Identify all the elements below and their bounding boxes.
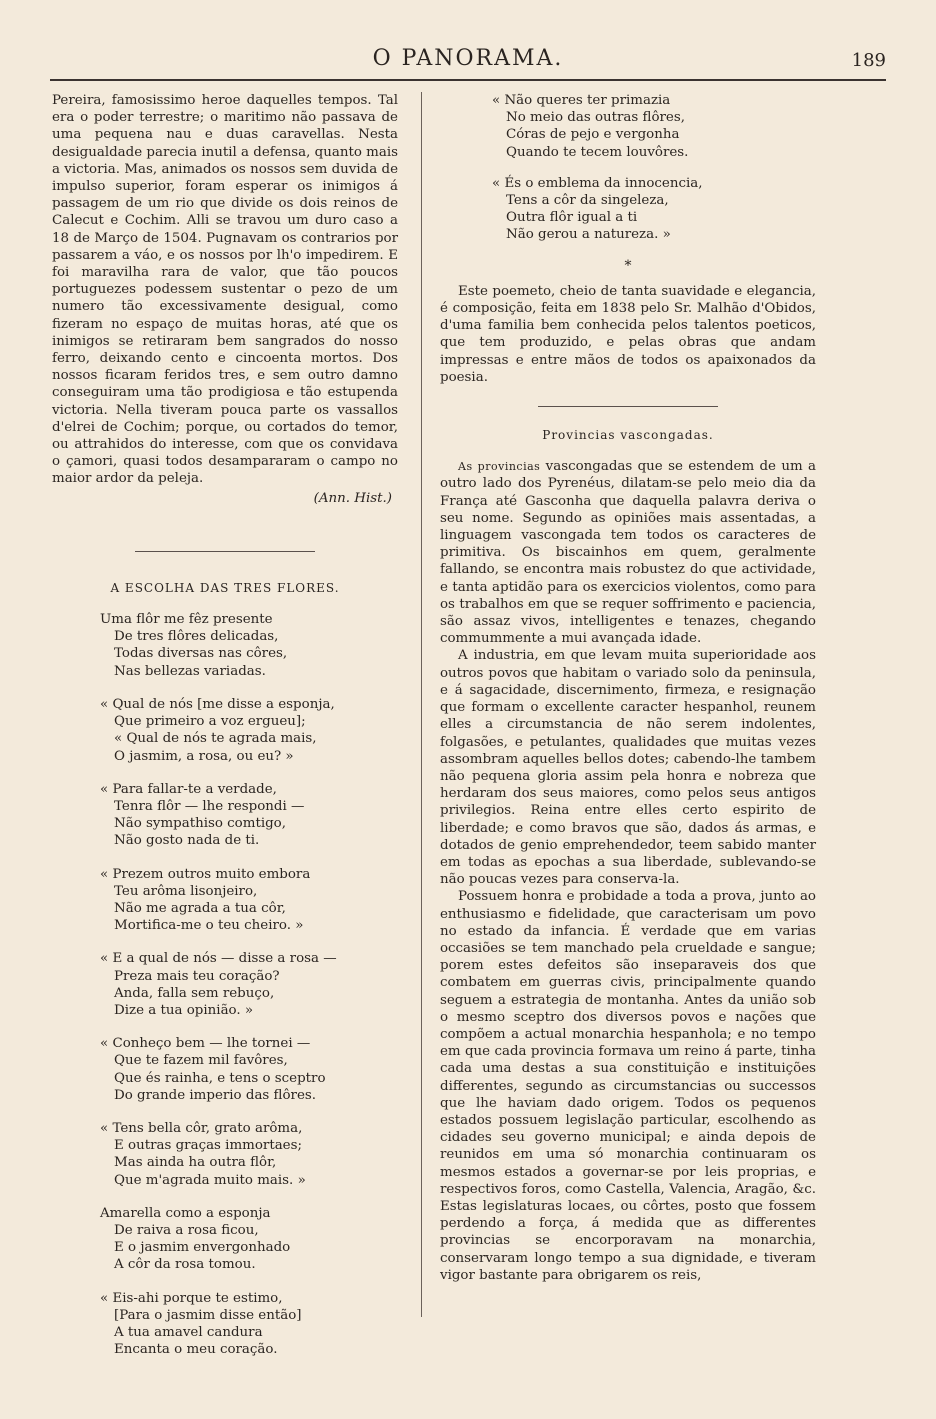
verse-line: Anda, falla sem rebuço, bbox=[114, 985, 275, 1001]
verse-line: « Eis-ahi porque te estimo, bbox=[100, 1290, 283, 1306]
verse-line: Dize a tua opinião. » bbox=[114, 1002, 254, 1018]
stanza bbox=[100, 1120, 398, 1189]
verse-line: Não gosto nada de ti. bbox=[114, 833, 260, 849]
stanza bbox=[100, 1290, 398, 1359]
verse-line: Tenra flôr — lhe respondi — bbox=[114, 798, 305, 814]
verse-line: Outra flôr igual a ti bbox=[506, 210, 638, 226]
verse-line: E outras graças immortaes; bbox=[114, 1138, 302, 1154]
paragraph-1-text: vascongadas que se estendem de um a outro lado dos Pyrenéus, dilatam-se pelo meio dia da França até Gasconha que daquella palavra deriva o seu nome. Segundo as opiniões mais assentadas, a linguagem vascongada tem todos os caracteres de primitiva. Os biscainhos em quem, geralmente fallando, se encontra mais robustez do que actividade, e tanta aptidão para os exercicios violentos, como para os trabalhos em que se requer soffrimento e paciencia, são assaz vivos, intelligentes e tenazes, chegando commummente a mui avançada idade. bbox=[440, 459, 816, 647]
verse-line: « Prezem outros muito embora bbox=[100, 866, 311, 882]
verse-line: « És o emblema da innocencia, bbox=[492, 175, 703, 191]
masthead-title: O PANORAMA. bbox=[372, 46, 564, 71]
verse-line: [Para o jasmim disse então] bbox=[114, 1307, 302, 1323]
verse-line: Encanta o meu coração. bbox=[114, 1342, 278, 1358]
stanza bbox=[100, 866, 398, 935]
page-header bbox=[50, 46, 886, 80]
verse-line: E o jasmim envergonhado bbox=[114, 1240, 291, 1256]
verse-line: Que m'agrada muito mais. » bbox=[114, 1172, 306, 1188]
verse-line: De tres flôres delicadas, bbox=[114, 629, 279, 645]
verse-line: Que primeiro a voz ergueu]; bbox=[114, 714, 306, 730]
header-rule bbox=[50, 79, 886, 81]
verse-line: Tens a côr da singeleza, bbox=[506, 193, 669, 209]
verse-line: Córas de pejo e vergonha bbox=[506, 127, 680, 143]
stanza bbox=[492, 92, 816, 161]
verse-line: Preza mais teu coração? bbox=[114, 968, 280, 984]
verse-line: Quando te tecem louvôres. bbox=[506, 144, 689, 160]
stanza bbox=[100, 950, 398, 1019]
verse-line: « Conheço bem — lhe tornei — bbox=[100, 1036, 311, 1052]
verse-line: Não sympathiso comtigo, bbox=[114, 816, 286, 832]
verse-line: Mortifica-me o teu cheiro. » bbox=[114, 918, 304, 934]
verse-line: A tua amavel candura bbox=[114, 1324, 263, 1340]
verse-line: « Não queres ter primazia bbox=[492, 93, 671, 108]
verse-line: Uma flôr me fêz presente bbox=[100, 612, 273, 628]
verse-line: Amarella como a esponja bbox=[100, 1205, 271, 1221]
lead-words: As provincias bbox=[458, 460, 541, 474]
verse-line: Do grande imperio das flôres. bbox=[114, 1087, 316, 1103]
stanza bbox=[100, 1205, 398, 1274]
poem-stanzas-continued bbox=[440, 92, 816, 244]
poem-title: A ESCOLHA DAS TRES FLORES. bbox=[110, 580, 340, 595]
verse-line: No meio das outras flôres, bbox=[506, 110, 685, 126]
paragraph-1 bbox=[440, 458, 816, 647]
citation: (Ann. Hist.) bbox=[313, 490, 392, 506]
left-column bbox=[52, 92, 398, 1374]
ornament-star: * bbox=[624, 257, 632, 274]
verse-line: Mas ainda ha outra flôr, bbox=[114, 1155, 277, 1171]
verse-line: « Qual de nós te agrada mais, bbox=[114, 731, 317, 747]
section-separator bbox=[135, 551, 315, 552]
verse-line: Nas bellezas variadas. bbox=[114, 663, 266, 679]
stanza bbox=[100, 1035, 398, 1104]
stanza bbox=[100, 611, 398, 680]
verse-line: « Tens bella côr, grato arôma, bbox=[100, 1120, 303, 1136]
verse-line: Todas diversas nas côres, bbox=[114, 646, 288, 662]
poem-stanzas bbox=[52, 611, 398, 1358]
verse-line: De raiva a rosa ficou, bbox=[114, 1222, 259, 1238]
stanza bbox=[100, 696, 398, 765]
column-divider bbox=[421, 92, 422, 1317]
verse-line: Teu arôma lisonjeiro, bbox=[114, 883, 258, 899]
verse-line: Não me agrada a tua côr, bbox=[114, 900, 286, 916]
history-paragraph: Pereira, famosissimo heroe daquelles tempos. Tal era o poder terrestre; o maritimo não passava de uma pequena nau e duas caravellas. Nesta desigualdade parecia inutil a defensa, quanto mais a victoria. Mas, animados os nossos sem duvida de impulso superior, foram esperar os inimigos á passagem de um rio que divide os dois reinos de Calecut e Cochim. Alli se travou um duro caso a 18 de Março de 1504. Pugnavam os contrarios por passarem a váo, e os nossos por lh'o impedirem. E foi maravilha rara de valor, que tão poucos portuguezes podessem sustentar o pezo de um numero tão excessivamente desigual, como fizeram no espaço de muitas horas, até que os inimigos se retiraram bem sangrados do nosso ferro, deixando cento e cincoenta mortos. Dos nossos ficaram feridos tres, e sem outro damno conseguiram uma tão prodigiosa e tão estupenda victoria. Nella tiveram pouca parte os vassallos d'elrei de Cochim; porque, ou cortados do temor, ou attrahidos do interesse, com que os convidava o çamori, quasi todos desampararam o campo no maior ardor da peleja. bbox=[52, 93, 399, 487]
right-column bbox=[440, 92, 816, 1284]
editor-note: Este poemeto, cheio de tanta suavidade e elegancia, é composição, feita em 1838 pelo Sr. Malhão d'Obidos, d'uma familia bem conhecida pelos talentos poeticos, que tem produzido, e pelas obras que andam impressas e entre mãos de todos os apaixonados da poesia. bbox=[440, 283, 816, 385]
verse-line: Que te fazem mil favôres, bbox=[114, 1053, 288, 1069]
verse-line: A côr da rosa tomou. bbox=[114, 1257, 256, 1273]
verse-line: « Qual de nós [me disse a esponja, bbox=[100, 696, 335, 712]
verse-line: O jasmim, a rosa, ou eu? » bbox=[114, 748, 294, 764]
stanza bbox=[492, 175, 816, 244]
section-title: Provincias vascongadas. bbox=[542, 428, 714, 443]
page-number: 189 bbox=[851, 50, 886, 71]
paragraph-3: Possuem honra e probidade a toda a prova, junto ao enthusiasmo e fidelidade, que caracterisam um povo no estado da infancia. É verdade que em varias occasiões se tem manchado pela crueldade e sangue; porem estes defeitos são inseparaveis dos que combatem em guerras civis, principalmente quando seguem a estrategia de montanha. Antes da união sob o mesmo sceptro dos diversos povos e nações que compõem a actual monarchia hespanhola; e no tempo em que cada provincia formava um reino á parte, tinha cada uma destas a sua constituição e instituições differentes, segundo as circumstancias ou successos que lhe haviam dado origem. Todos os pequenos estados possuem legislação particular, escolhendo as cidades seu governo municipal; e ainda depois de reunidos em uma só monarchia continuaram os mesmos estados a governar-se por leis proprias, e respectivos foros, como Castella, Valencia, Aragão, &c. Estas legislaturas locaes, ou côrtes, posto que fossem perdendo a força, á medida que as differentes provincias se encorporavam na monarchia, conservaram longo tempo a sua dignidade, e tiveram vigor bastante para obrigarem os reis, bbox=[440, 889, 816, 1283]
verse-line: Que és rainha, e tens o sceptro bbox=[114, 1070, 326, 1086]
paragraph-2: A industria, em que levam muita superioridade aos outros povos que habitam o variado solo da peninsula, e á sagacidade, discernimento, firmeza, e resignação que formam o excellente caracter hespanhol, reunem elles a circumstancia de não serem indolentes, folgasões, e petulantes, qualidades que muitas vezes assombram aquelles bellos dotes; cabendo-lhe tambem não pequena gloria assim pela honra e nobreza que herdaram dos seus maiores, como pelos seus antigos privilegios. Reina entre elles certo espirito de liberdade; e como bravos que são, dados ás armas, e dotados de genio emprehendedor, teem sabido manter em todas as epochas a sua liberdade, sublevando-se não poucas vezes para conserva-la. bbox=[440, 648, 816, 888]
verse-line: Não gerou a natureza. » bbox=[506, 227, 671, 243]
section-separator-2 bbox=[538, 406, 718, 407]
stanza bbox=[100, 781, 398, 850]
verse-line: « Para fallar-te a verdade, bbox=[100, 781, 277, 797]
verse-line: « E a qual de nós — disse a rosa — bbox=[100, 951, 337, 967]
